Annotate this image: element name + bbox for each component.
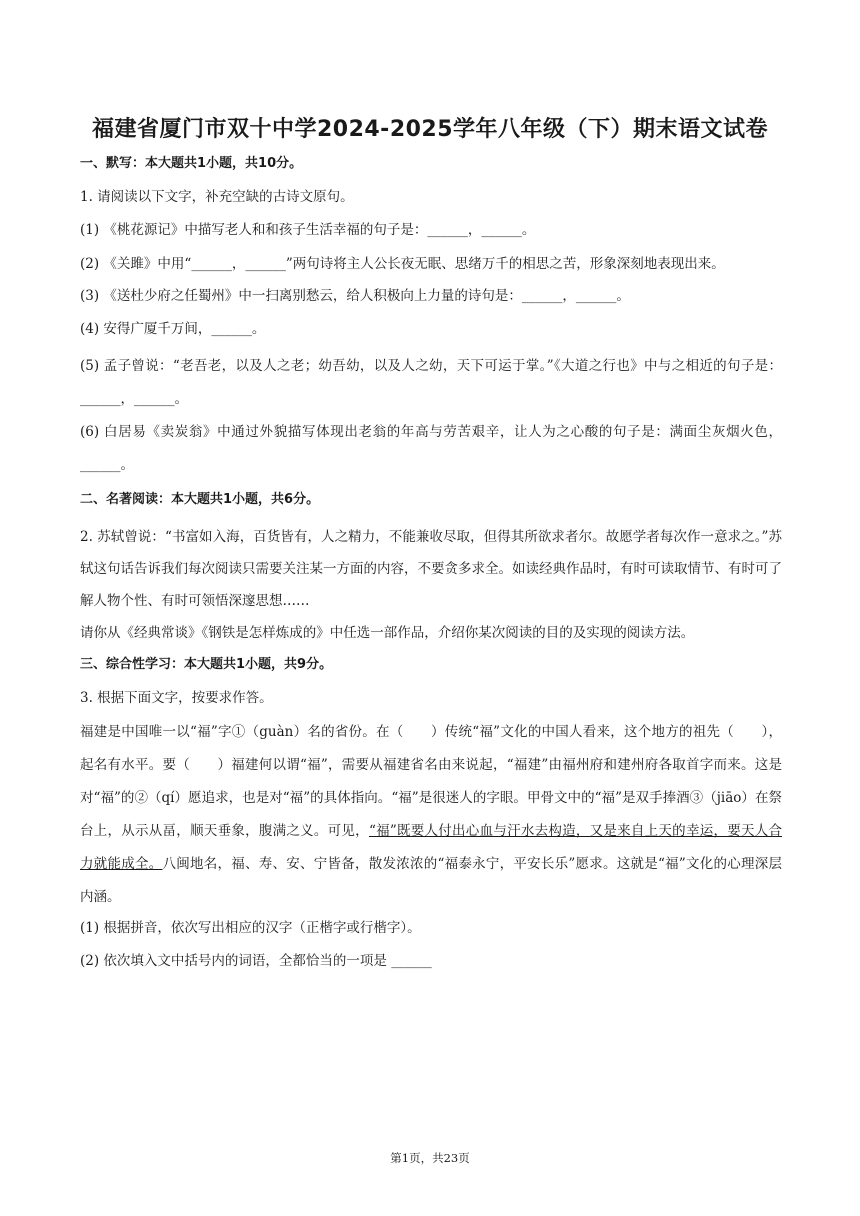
question-3-1: (1) 根据拼音，依次写出相应的汉字（正楷字或行楷字）。: [80, 920, 421, 936]
passage-part-a: 福建是中国唯一以“福”字①（guàn）名的省份。在（ ）传统“福”文化的中国人看来，这个地方的祖先（ ），起名有水平。要（ ）福建何以谓“福”，需要从福建省名由来说起，“福建”由福州府和建州府各取首字而来。这是对“福”的②（qí）愿追求，也是对“福”的具体指向。“福”是很迷人的字眼。甲骨文中的“福”是双手捧酒③（jiāo）在祭台上，从示从畐，顺天垂象，腹满之义。可见，: [80, 724, 782, 839]
question-3-2: (2) 依次填入文中括号内的词语，全都恰当的一项是 ______: [80, 953, 432, 969]
question-2-task: 请你从《经典常谈》《钢铁是怎样炼成的》中任选一部作品，介绍你某次阅读的目的及实现的阅读方法。: [80, 625, 695, 641]
passage-underlined-sentence: “福”既要人付出心血与汗水去构造，又是来自上天的幸运，要天人合力就能成全。: [80, 823, 782, 872]
question-3-intro: 3. 根据下面文字，按要求作答。: [80, 690, 273, 706]
section-2-heading: 二、名著阅读：本大题共1小题，共6分。: [80, 492, 320, 507]
question-1-1: (1) 《桃花源记》中描写老人和和孩子生活幸福的句子是：______，______。: [80, 222, 536, 238]
section-1-heading: 一、默写：本大题共1小题，共10分。: [80, 156, 303, 171]
question-1-intro: 1. 请阅读以下文字，补充空缺的古诗文原句。: [80, 189, 354, 205]
question-3-passage: [80, 716, 782, 914]
question-1-6: (6) 白居易《卖炭翁》中通过外貌描写体现出老翁的年高与劳苦艰辛，让人为之心酸的句子是：满面尘灰烟火色，______。: [80, 424, 782, 473]
page-footer: 第1页，共23页: [390, 1151, 470, 1165]
question-1-4: (4) 安得广厦千万间，______。: [80, 321, 266, 337]
page-title: 福建省厦门市双十中学2024-2025学年八年级（下）期末语文试卷: [91, 117, 769, 142]
section-3-heading: 三、综合性学习：本大题共1小题，共9分。: [80, 657, 333, 672]
exam-content: [80, 152, 782, 973]
passage-part-b: 八闽地名，福、寿、安、宁皆备，散发浓浓的“福泰永宁，平安长乐”愿求。这就是“福”文化的心理深层内涵。: [80, 856, 783, 905]
question-1-2: (2) 《关雎》中用“______，______”两句诗将主人公长夜无眠、思绪万千的相思之苦，形象深刻地表现出来。: [80, 256, 725, 272]
question-1-5: (5) 孟子曾说：“老吾老，以及人之老；幼吾幼，以及人之幼，天下可运于掌。”《大道之行也》中与之相近的句子是：______，______。: [80, 358, 782, 407]
question-1-3: (3) 《送杜少府之任蜀州》中一扫离别愁云，给人积极向上力量的诗句是：______，______。: [80, 288, 630, 304]
question-2-text: 2. 苏轼曾说：“书富如入海，百货皆有，人之精力，不能兼收尽取，但得其所欲求者尔。故愿学者每次作一意求之。”苏轼这句话告诉我们每次阅读只需要关注某一方面的内容，不要贪多求全。如读经典作品时，有时可读取情节、有时可了解人物个性、有时可领悟深邃思想……: [80, 529, 782, 609]
